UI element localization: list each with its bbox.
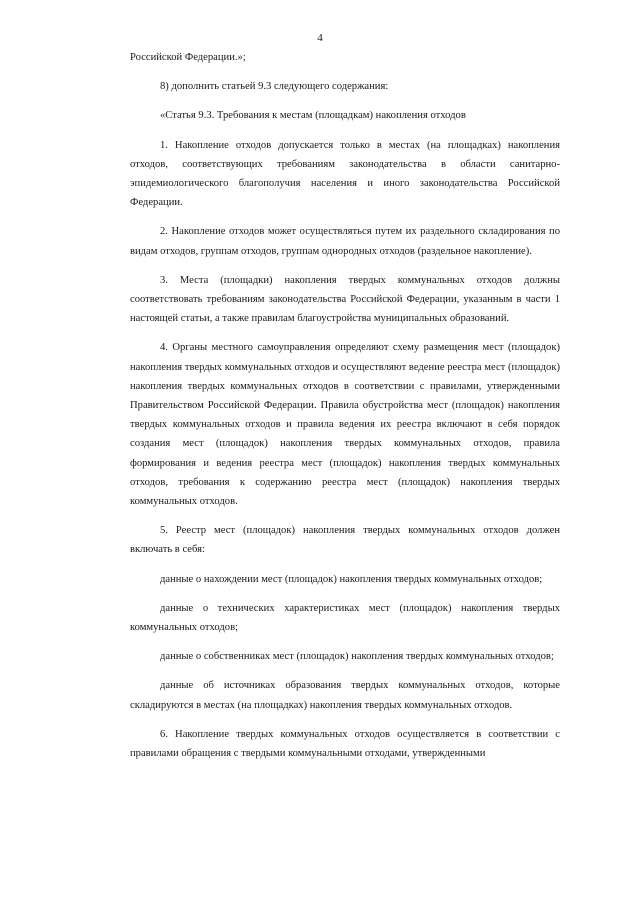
article-9-3-part-5: 5. Реестр мест (площадок) накопления твердых коммунальных отходов должен включать в себя: [130,525,560,556]
registry-item-location: данные о нахождении мест (площадок) накопления твердых коммунальных отходов; [160,573,543,585]
article-9-3-part-1: 1. Накопление отходов допускается только в местах (на площадках) накопления отходов, соответствующих требованиям законодательства в области санитарно-эпидемиологического благополучия населения и иного законодательства Российской Федерации. [130,139,560,209]
page-number: 4 [317,32,323,44]
article-9-3-part-2: 2. Накопление отходов может осуществляться путем их раздельного складирования по видам отходов, группам отходов, группам однородных отходов (раздельное накопление). [130,226,560,257]
article-9-3-part-4: 4. Органы местного самоуправления определяют схему размещения мест (площадок) накопления твердых коммунальных отходов и осуществляют ведение реестра мест (площадок) накопления твердых коммунальных отходов в соответствии с правилами, утвержденными Правительством Российской Федерации. Правила обустройства мест (площадок) накопления твердых коммунальных отходов и правила ведения их реестра включают в себя порядок создания мест (площадок) накопления твердых коммунальных отходов, правила формирования и ведения реестра мест (площадок) накопления твердых коммунальных отходов, требования к содержанию реестра мест (площадок) накопления твердых коммунальных отходов. [130,342,560,508]
registry-item-sources: данные об источниках образования твердых коммунальных отходов, которые складируются в местах (на площадках) накопления твердых коммунальных отходов. [130,680,560,711]
paragraph-amendment-item-8: 8) дополнить статьей 9.3 следующего содержания: [160,81,389,93]
paragraph-continuation: Российской Федерации.»; [130,52,246,63]
registry-item-technical: данные о технических характеристиках мест (площадок) накопления твердых коммунальных отходов; [130,602,560,634]
article-9-3-part-3: 3. Места (площадки) накопления твердых коммунальных отходов должны соответствовать требованиям законодательства Российской Федерации, указанным в части 1 настоящей статьи, а также правилам благоустройства муниципальных образований. [130,274,560,325]
registry-item-owners: данные о собственниках мест (площадок) накопления твердых коммунальных отходов; [160,651,554,663]
document-body [130,48,560,773]
article-9-3-part-6: 6. Накопление твердых коммунальных отходов осуществляется в соответствии с правилами обращения с твердыми коммунальными отходами, утвержденными [130,728,560,760]
article-9-3-heading: «Статья 9.3. Требования к местам (площадкам) накопления отходов [160,110,466,122]
